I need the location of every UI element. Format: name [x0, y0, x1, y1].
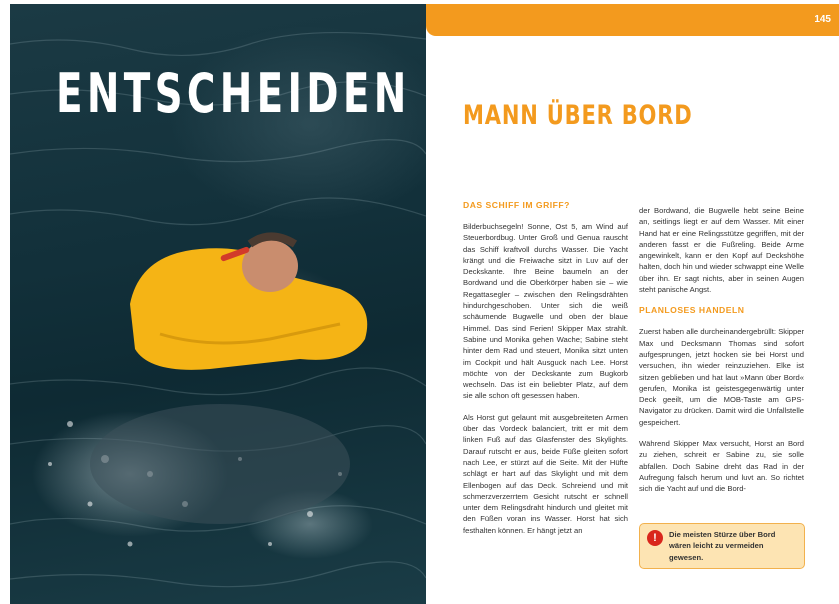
section-title: MANN ÜBER BORD — [463, 100, 693, 131]
paragraph: der Bordwand, die Bugwelle hebt seine Beine an, seitlings liegt er auf dem Wasser. Mit einer Hand hat er eine Relingsstütze gegriffen, mit der anderen fasst er die Fußreling. Beide Arme angewinkelt, kann er den Kopf auf Deckshöhe halten, doch hin und wieder schwappt eine Welle über ihn. Er sagt nichts, aber in seinen Augen steht panische Angst. — [639, 206, 804, 295]
exclamation-icon: ! — [647, 530, 663, 546]
page-header-bar — [426, 4, 839, 36]
man-overboard-photo — [10, 4, 426, 604]
paragraph: Bilderbuchsegeln! Sonne, Ost 5, am Wind auf Steuerbordbug. Unter Groß und Genua rauscht das Schiff kraftvoll durchs Wasser. Die Yacht krängt und die Freiwache sitzt in Luv auf der Deckskante. Ihre Beine baumeln an der Bordwand und die Oberkörper haben sie – wie Regattasegler – zwischen den Relingsdrähten hindurchgeschoben. Unter sich die weiß schäumende Bugwelle und oben der blaue Himmel. Das sind Ferien! Skipper Max strahlt. Sabine und Monika gehen Wache; Sabine steht hinter dem Rad und steuert, Monika sitzt unten im Cockpit und hält Ausguck nach Lee. Horst möchte von der Deckskante zum Bugkorb wechseln. Das ist ein beliebter Platz, auf dem sie alle schon oft gesessen haben. — [463, 222, 628, 401]
text-column-2 — [639, 205, 804, 505]
text-column-1 — [463, 200, 628, 546]
note-text: Die meisten Stürze über Bord wären leicht zu vermeiden gewesen. — [669, 530, 776, 562]
paragraph: Während Skipper Max versucht, Horst an Bord zu ziehen, schreit er Sabine zu, sie solle abfallen. Doch Sabine dreht das Rad in der Aufregung falsch herum und luvt an. So richtet sich die Yacht auf und die Bord- — [639, 439, 804, 494]
warning-note — [639, 523, 805, 569]
paragraph: Als Horst gut gelaunt mit ausgebreiteten Armen über das Vordeck balanciert, tritt er mit dem linken Fuß auf das Glasfenster des Skylights. Darauf rutscht er aus, beide Füße gleiten sofort nach Lee, er stürzt auf die Seite. Mit der Hüfte schlägt er hart auf das Skylight und mit dem Ellenbogen auf das Deck. Schreiend und mit schmerzverzerrtem Gesicht rutscht er schnell unter dem Relingsdraht hindurch und gleitet mit den Füßen voran ins Wasser. Horst hat sich festhalten können. Er hängt jetzt an — [463, 412, 628, 535]
chapter-title: ENTSCHEIDEN — [56, 62, 411, 125]
page-number: 145 — [814, 14, 831, 25]
subheading-ship: DAS SCHIFF IM GRIFF? — [463, 200, 570, 210]
paragraph: Zuerst haben alle durcheinandergebrüllt: Skipper Max und Decksmann Thomas sind sofort aufgesprungen, jetzt hocken sie bei Horst und versuchen, ihn wieder reinzuziehen. Elke ist sitzen geblieben und hat laut »Mann über Bord« gerufen, Monika ist geistesgegenwärtig unter Deck geeilt, um die MOB-Taste am GPS-Navigator zu drücken. Damit wird die Unfallstelle gespeichert. — [639, 327, 804, 427]
subheading-planless: PLANLOSES HANDELN — [639, 305, 745, 316]
